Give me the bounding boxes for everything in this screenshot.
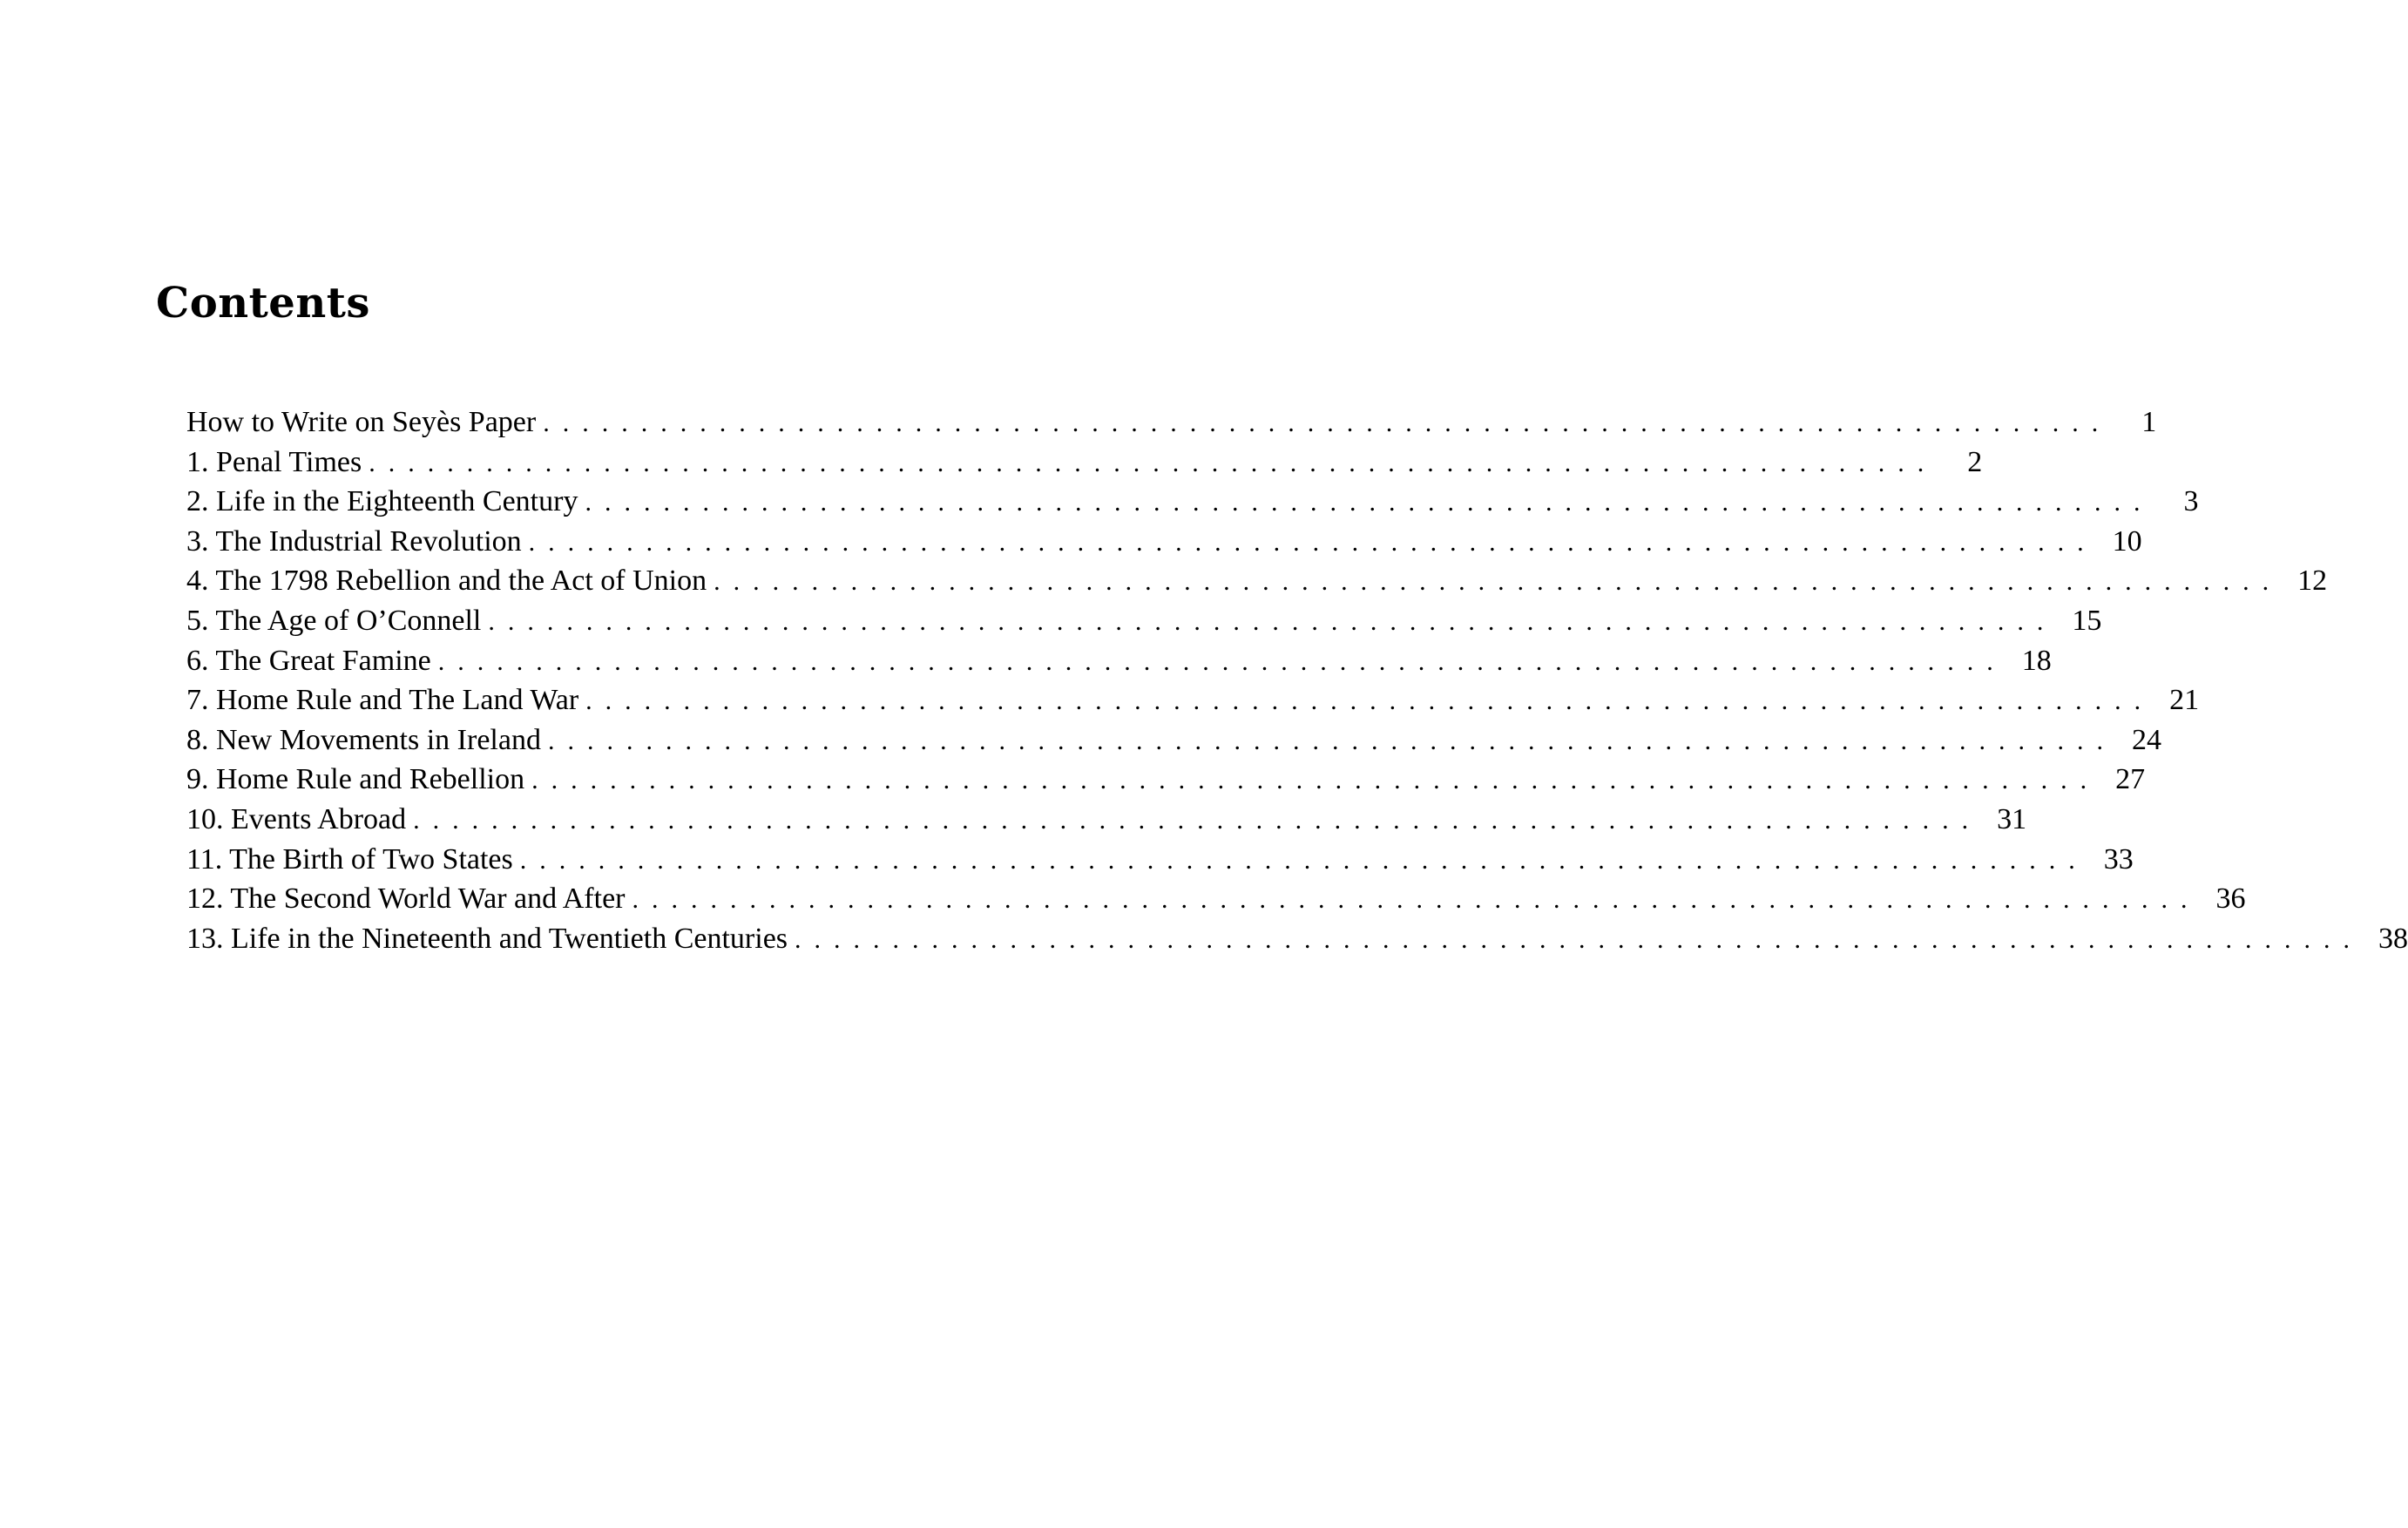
toc-entry — [186, 680, 2200, 720]
toc-entry-title: 10. Events Abroad — [186, 800, 413, 840]
toc-entry — [186, 601, 2102, 641]
toc-entry-page-number: 31 — [1997, 802, 2027, 835]
toc-entry — [186, 561, 2328, 601]
toc-entry-page-number: 24 — [2131, 723, 2161, 756]
toc-entry-page-number: 10 — [2112, 524, 2142, 558]
toc-entry-title: 3. The Industrial Revolution — [186, 522, 529, 562]
dot-leader: ................................................................................ — [369, 448, 1938, 477]
dot-leader: ................................................................................ — [795, 924, 2364, 954]
toc-entry — [186, 760, 2146, 800]
toc-entry-title: How to Write on Seyès Paper — [186, 402, 543, 443]
toc-entry-page-number: 27 — [2115, 763, 2146, 796]
toc-entry — [186, 720, 2161, 761]
toc-entry-title: 13. Life in the Nineteenth and Twentieth Centuries — [186, 919, 795, 959]
toc-entry-title: 1. Penal Times — [186, 443, 369, 483]
table-of-contents — [186, 402, 2408, 958]
dot-leader: ................................................................................ — [531, 766, 2100, 795]
toc-entry-page-number: 12 — [2297, 565, 2328, 598]
toc-entry — [186, 800, 2027, 840]
toc-entry — [186, 641, 2052, 681]
toc-entry — [186, 879, 2246, 919]
toc-entry-page-number: 18 — [2021, 644, 2052, 677]
toc-entry-page-number: 2 — [1967, 445, 1983, 478]
dot-leader: ................................................................................ — [547, 726, 2116, 755]
dot-leader: ................................................................................ — [413, 805, 1982, 835]
dot-leader: ................................................................................ — [632, 885, 2201, 915]
toc-entry-page-number: 15 — [2072, 604, 2102, 637]
toc-entry — [186, 402, 2157, 443]
dot-leader: ................................................................................ — [488, 606, 2057, 636]
page-title: Contents — [156, 279, 370, 328]
toc-entry-title: 9. Home Rule and Rebellion — [186, 760, 531, 800]
dot-leader: ................................................................................ — [714, 567, 2283, 597]
toc-entry-title: 11. The Birth of Two States — [186, 840, 520, 880]
dot-leader: ................................................................................ — [528, 527, 2097, 557]
toc-entry — [186, 840, 2134, 880]
toc-entry-page-number: 36 — [2215, 882, 2246, 916]
toc-entry-page-number: 33 — [2103, 842, 2134, 876]
toc-entry-title: 5. The Age of O’Connell — [186, 601, 488, 641]
toc-entry-title: 8. New Movements in Ireland — [186, 720, 548, 761]
toc-entry-title: 2. Life in the Eighteenth Century — [186, 482, 585, 522]
dot-leader: ................................................................................ — [519, 845, 2088, 875]
toc-entry-page-number: 21 — [2169, 684, 2200, 717]
toc-entry-title: 6. The Great Famine — [186, 641, 438, 681]
toc-entry-page-number: 3 — [2183, 485, 2199, 518]
toc-entry-page-number: 38 — [2378, 922, 2408, 955]
dot-leader: ................................................................................ — [585, 686, 2154, 716]
toc-entry-title: 12. The Second World War and After — [186, 879, 632, 919]
dot-leader: ................................................................................ — [543, 409, 2112, 437]
toc-entry — [186, 443, 1983, 483]
dot-leader: ................................................................................ — [437, 646, 2006, 676]
toc-entry — [186, 522, 2142, 562]
toc-entry-page-number: 1 — [2141, 406, 2157, 438]
toc-entry-title: 4. The 1798 Rebellion and the Act of Union — [186, 561, 714, 601]
dot-leader: ................................................................................ — [585, 488, 2154, 517]
toc-entry — [186, 482, 2199, 522]
toc-entry-title: 7. Home Rule and The Land War — [186, 680, 585, 720]
toc-entry — [186, 919, 2408, 959]
